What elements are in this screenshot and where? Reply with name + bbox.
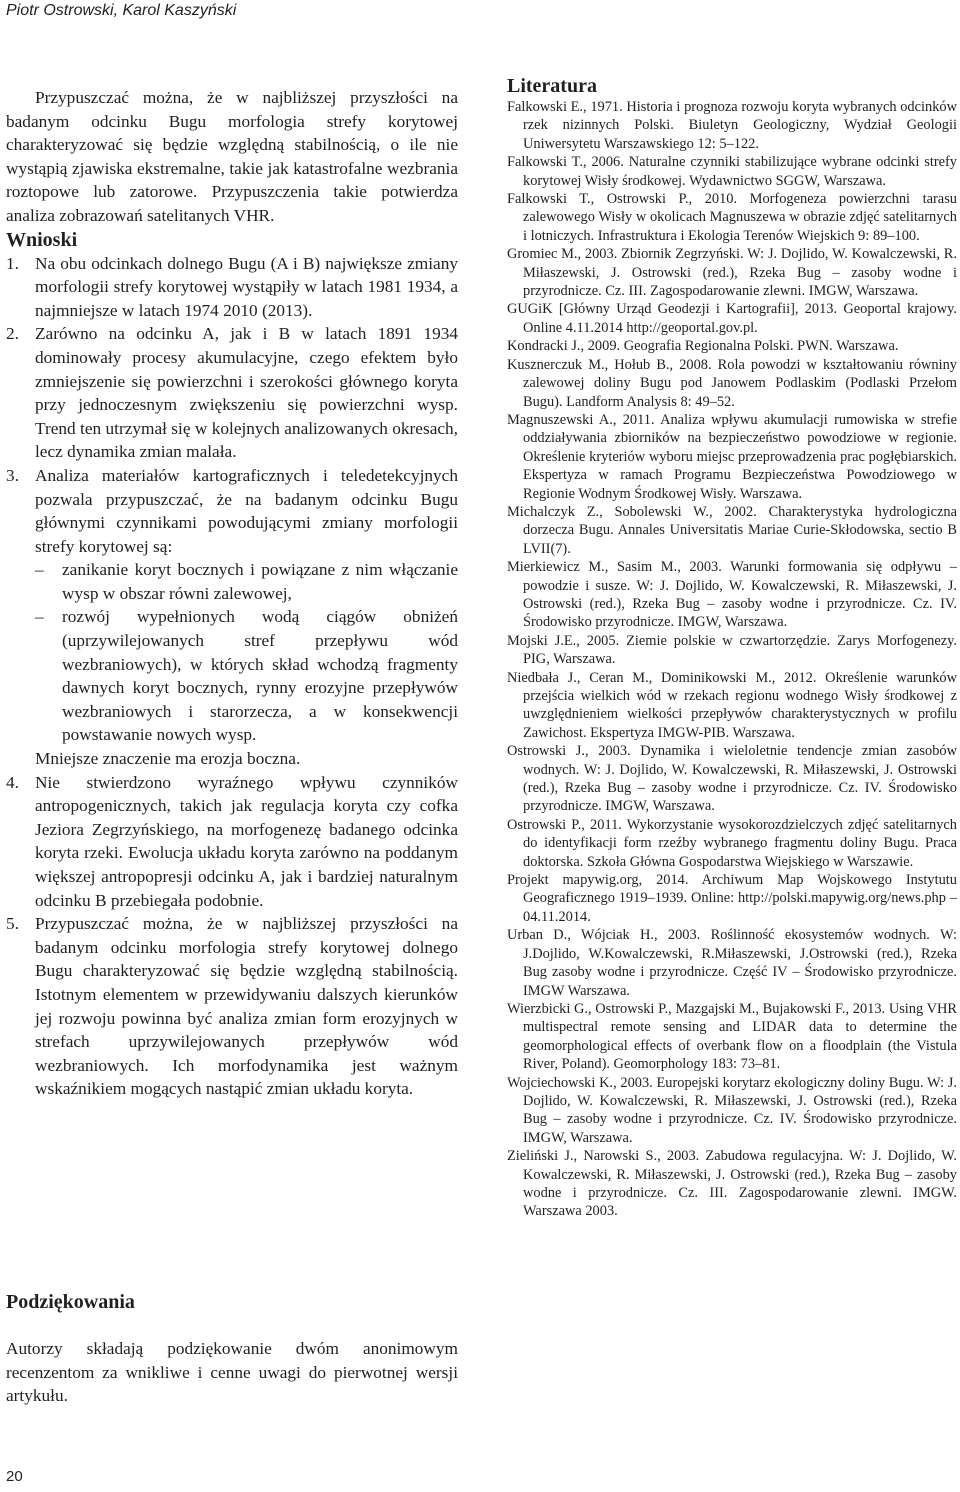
- reference-entry: Falkowski T., 2006. Naturalne czynniki stabilizujące wybrane odcinki strefy korytowej Wisły środkowej. Wydawnictwo SGGW, Warszawa.: [507, 154, 957, 189]
- dash-list-item: [35, 558, 458, 605]
- running-header-authors: Piotr Ostrowski, Karol Kaszyński: [6, 2, 237, 19]
- erosion-note: Mniejsze znaczenie ma erozja boczna.: [35, 749, 301, 769]
- conclusion-item: [6, 464, 458, 558]
- reference-entry: Michalczyk Z., Sobolewski W., 2002. Charakterystyka hydrologiczna dorzecza Bugu. Annales Universitatis Mariae Curie-Skłodowska, sectio B LVII(7).: [507, 503, 957, 557]
- conclusion-number: 4.: [6, 772, 19, 792]
- dash-bullet: –: [35, 560, 44, 580]
- reference-entry: Ostrowski P., 2011. Wykorzystanie wysokorozdzielczych zdjęć satelitarnych do identyfikacji form rzeźby wybranego fragmentu doliny Bugu. Praca doktorska. Szkoła Główna Gospodarstwa Wiejskiego w Warszawie.: [507, 816, 957, 870]
- reference-entry: Kondracki J., 2009. Geografia Regionalna Polski. PWN. Warszawa.: [507, 338, 899, 355]
- reference-entry: Kusznerczuk M., Hołub B., 2008. Rola powodzi w kształtowaniu równiny zalewowej doliny Bugu pod Janowem Podlaskim (Podlaski Przełom Bugu). Landform Analysis 8: 49–52.: [507, 356, 957, 410]
- left-column: [6, 86, 458, 1101]
- dash-bullet: –: [35, 607, 44, 627]
- conclusion-number: 5.: [6, 914, 19, 934]
- reference-entry: Mierkiewicz M., Sasim M., 2003. Warunki formowania się odpływu – powodzie i susze. W: J. Dojlido, W. Kowalczewski, R. Miłaszewski, J. Ostrowski (red.), Rzeka Bug – zasoby wodne i przyrodnicze. Cz. IV. Środowisko przyrodnicze. IMGW, Warszawa.: [507, 559, 957, 631]
- conclusion-item: [6, 912, 458, 1101]
- reference-entry: Zieliński J., Narowski S., 2003. Zabudowa regulacyjna. W: J. Dojlido, W. Kowalczewski, R. Miłaszewski, J. Ostrowski (red.), Rzeka Bug – zasoby wodne i przyrodnicze. Cz. III. Zagospodarowanie zlewni. IMGW. Warszawa 2003.: [507, 1148, 957, 1220]
- reference-entry: Ostrowski J., 2003. Dynamika i wieloletnie tendencje zmian zasobów wodnych. W: J. Dojlido, W. Kowalczewski, R. Miłaszewski, J. Ostrowski (red.), Rzeka Bug – zasoby wodne i przyrodnicze. Cz. IV. Środowisko przyrodnicze. IMGW, Warszawa.: [507, 743, 957, 815]
- conclusion-item: [6, 252, 458, 323]
- dash-list-text: rozwój wypełnionych wodą ciągów obniżeń (uprzywilejowanych stref przepływu wód wezbraniowych), w których skład wchodzą fragmenty dawnych koryt bocznych, rynny erozyjne przepływów wezbraniowych i starorzecza, a w konsekwencji powstawanie nowych wysp.: [62, 607, 458, 745]
- conclusion-text: Przypuszczać można, że w najbliższej przyszłości na badanym odcinku morfologia strefy korytowej dolnego Bugu charakteryzować się będzie względną stabilnością. Istotnym elementem w przewidywaniu dalszych kierunków jej rozwoju powinna być analiza zmian form erozyjnych w strefach uprzywilejowanych przepływów wód wezbraniowych. Ich morfodynamika jest ważnym wskaźnikiem mogących nastąpić zmian układu koryta.: [35, 914, 458, 1099]
- acknowledgements-heading: Podziękowania: [6, 1291, 135, 1313]
- reference-entry: Falkowski E., 1971. Historia i prognoza rozwoju koryta wybranych odcinków rzek nizinnych Polski. Biuletyn Geologiczny, Wydział Geologii Uniwersytetu Warszawskiego 12: 5–122.: [507, 99, 957, 152]
- conclusion-text: Zarówno na odcinku A, jak i B w latach 1891 1934 dominowały procesy akumulacyjne, czego efektem było zmniejszenie się powierzchni i szerokości głównego koryta przy jednoczesnym zwiększeniu się powierzchni wysp. Trend ten utrzymał się w kolejnych analizowanych okresach, lecz dynamika zmian malała.: [35, 324, 458, 462]
- dash-list-text: zanikanie koryt bocznych i powiązane z nim włączanie wysp w obszar równi zalewowej,: [62, 560, 458, 603]
- conclusion-text: Analiza materiałów kartograficznych i teledetekcyjnych pozwala przypuszczać, że na badanym odcinku Bugu głównymi czynnikami powodującymi zmiany morfologii strefy korytowej są:: [35, 465, 458, 556]
- conclusion-item: [6, 322, 458, 464]
- reference-entry: Gromiec M., 2003. Zbiornik Zegrzyński. W: J. Dojlido, W. Kowalczewski, R. Miłaszewski, J. Ostrowski (red.), Rzeka Bug – zasoby wodne i przyrodnicze. Cz. III. Zagospodarowanie zlewni. IMGW, Warszawa.: [507, 246, 957, 300]
- literature-heading: Literatura: [507, 75, 597, 97]
- reference-entry: Mojski J.E., 2005. Ziemie polskie w czwartorzędzie. Zarys Morfogenezy. PIG, Warszawa.: [507, 632, 957, 668]
- intro-paragraph: Przypuszczać można, że w najbliższej przyszłości na badanym odcinku Bugu morfologia strefy korytowej charakteryzować się będzie względną stabilnością, o ile nie wystąpią zjawiska ekstremalne, takie jak katastrofalne wezbrania roztopowe lub zatorowe. Przypuszczenia takie potwierdza analiza zobrazowań satelitanych VHR.: [6, 88, 458, 225]
- conclusion-number: 3.: [6, 465, 19, 485]
- conclusion-text: Nie stwierdzono wyraźnego wpływu czynników antropogenicznych, takich jak regulacja koryta czy cofka Jeziora Zegrzyńskiego, na morfogenezę badanego odcinka koryta rzeki. Ewolucja układu koryta zarówno na poddanym większej antropopresji odcinku A, jak i bardziej naturalnym odcinku B przebiegała podobnie.: [35, 772, 458, 910]
- conclusion-number: 1.: [6, 253, 19, 273]
- conclusion-number: 2.: [6, 324, 19, 344]
- reference-entry: Urban D., Wójciak H., 2003. Roślinność ekosystemów wodnych. W: J.Dojlido, W.Kowalczewski, R.Miłaszewski, J.Ostrowski (red.), Rzeka Bug zasoby wodne i przyrodnicze. Część IV – Środowisko przyrodnicze. IMGW Warszawa.: [507, 927, 957, 999]
- conclusion-text: Na obu odcinkach dolnego Bugu (A i B) największe zmiany morfologii strefy korytowej wystąpiły w latach 1981 1934, a najmniejsze w latach 1974 2010 (2013).: [35, 253, 458, 320]
- page-number: 20: [6, 1468, 23, 1485]
- dash-list-item: [35, 605, 458, 747]
- conclusion-item: [6, 771, 458, 913]
- reference-entry: GUGiK [Główny Urząd Geodezji i Kartografii], 2013. Geoportal krajowy. Online 4.11.2014 http://geoportal.gov.pl.: [507, 301, 957, 336]
- reference-entry: Magnuszewski A., 2011. Analiza wpływu akumulacji rumowiska w strefie oddziaływania zbiorników na bezpieczeństwo powodziowe w regionie. Określenie kryteriów wyboru miejsc przeprowadzenia prac pogłębiarskich. Ekspertyza w ramach Programu Bezpieczeństwa Powodziowego w Regionie Wodnym Środkowej Wisły. Warszawa.: [507, 411, 957, 502]
- reference-entry: Falkowski T., Ostrowski P., 2010. Morfogeneza powierzchni tarasu zalewowego Wisły w okolicach Magnuszewa w obrazie zdjęć satelitarnych i lotniczych. Infrastruktura i Ekologia Terenów Wiejskich 9: 89–100.: [507, 191, 957, 244]
- reference-entry: Niedbała J., Ceran M., Dominikowski M., 2012. Określenie warunków przejścia wielkich wód w rzekach regionu wodnego Wisły środkowej z uwzględnieniem wielkości przepływów charakterystycznych w profilu Zawichost. Ekspertyza IMGW-PIB. Warszawa.: [507, 669, 957, 741]
- acknowledgements-text: Autorzy składają podziękowanie dwóm anonimowym recenzentom za wnikliwe i cenne uwagi do pierwotnej wersji artykułu.: [6, 1339, 458, 1406]
- reference-entry: Projekt mapywig.org, 2014. Archiwum Map Wojskowego Instytutu Geograficznego 1919–1939. Online: http://polski.mapywig.org/news.php – 04.11.2014.: [507, 872, 957, 925]
- conclusions-heading: Wnioski: [6, 228, 78, 251]
- literature-column: [507, 74, 957, 1221]
- reference-entry: Wojciechowski K., 2003. Europejski korytarz ekologiczny doliny Bugu. W: J. Dojlido, W. Kowalczewski, R. Miłaszewski, J. Ostrowski (red.), Rzeka Bug – zasoby wodne i przyrodnicze. Cz. IV. Środowisko przyrodnicze. IMGW, Warszawa.: [507, 1074, 957, 1146]
- reference-entry: Wierzbicki G., Ostrowski P., Mazgajski M., Bujakowski F., 2013. Using VHR multispectral remote sensing and LIDAR data to determine the geomorphological effects of overbank flow on a floodplain (the Vistula River, Poland). Geomorphology 183: 73–81.: [507, 1000, 957, 1073]
